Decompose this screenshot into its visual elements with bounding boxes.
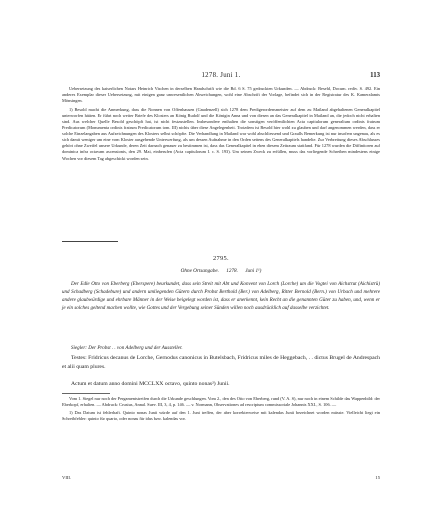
- header-title: 1278. Juni 1.: [201, 72, 241, 79]
- document-number: 2795.: [213, 255, 229, 262]
- footnotes: [62, 396, 380, 422]
- regest-summary: Der Edle Otto von Eberberg (Eberspere) beurkundet, dass sein Streit mit Abt und Konvent von Lorch (Lorche) um die Vogtei von Aichstrut (Aichistrü) und Schadberg (Schadebure) und andern umliegenden Gütern durch Probst Berthold (Ber.) von Adelberg, Ritter Bernold (Bern.) von Urbach und mehrere andere glaubwürdige und ehrbare Männer in der Weise beigelegt worden ist, dass er anerkennt, kein Recht an die genannten Güter zu haben, und, wenn er je ein solches geltend machen wollte, wie Gottes und der Vergebung seiner Sünden willen noch ausdrücklich auf dasselbe verzichtet.: [62, 281, 380, 311]
- note-paragraph: 1) Besold macht die Anmerkung, dass die Nonnen von Offenhausen (Gnadenzell) sich 1278 dem Predigerordensmeister auf dem zu Mailand abgehaltenen Generalkapitel unterworfen hätten. Er führt noch weiter Briefe des Klosters an König Rudolf und die Königin Anna und von diesen an das Generalkapitel in Mailand an, die jedoch nicht erhalten sind. Aus welcher Quelle Besold geschöpft hat, ist nicht festzustellen. Insbesondere enthalten die sonstigen veröffentlichten Acta capitulorum generalium ordinis fratrum Predicatorum (Monumenta ordinis fratrum Predicatorum tom. III) nichts über diese Angelegenheit. Trotzdem ist Besold hier wohl zu glauben und darf angenommen werden, dass er solche Einzelangaben aus Aufzeichnungen des Klosters selbst schöpfte. Die Verhandlung in Mailand war wohl abschliessend und Graulls Bemerkung ist nur insofern ungenau, als es sich damit weniger um eine vom Kloster ausgehende Unterwerfung, als um dessen Aufnahme in den Orden seitens des Generalkapitels handelte. Zur Verbreitung dieses Abschlusses gehört ohne Zweifel unsere Urkunde, deren Zeit darnach genauer zu bestimmen ist, dass das Generalkapitel in eben diesem Zeitraum stattfand. Für 1278 wurden die Diffinitoren auf dominica infra octavam ascensionis, den 29. Mai, einberufen (Acta capitulorum I. c. S. 193). Um seinen Zweck zu erfüllen, muss das vorliegende Schreiben mindestens einige Wochen vor diesem Tag abgeschickt worden sein.: [62, 107, 380, 161]
- document-year: 1278.: [226, 268, 238, 274]
- document-place: Ohne Ortsangabe.: [180, 268, 219, 274]
- previous-document-notes: [62, 86, 380, 162]
- document-date: Juni 1¹): [245, 268, 262, 274]
- footnote: 1) Das Datum ist fehlerhaft. Quinto nonas Junii würde auf den 1. Juni treffen, der aber korrekterweise mit kalendas Junii bezeichnet worden müsste. Vielleicht liegt ein Schreibfehler: quinto für quarto, oder nonas für idus bzw. kalendas vor.: [62, 410, 380, 422]
- footnote: Vom 1. Siegel nur noch der Pergamentstreifen durch die Urkunde geschlungen. Vom 2., den des Otto von Eberberg, rund (V. A. S), nur noch in einem Schilde das Wappenbild: der Eberkopf, erhalten. — Abdruck: Crusius, Annal. Suev. III, 3, 4, p. 146. — v. Normann, Observationes ad rescriptum commissoriale Johannis XXI., S. 106. —: [62, 396, 380, 408]
- running-header: [62, 72, 380, 82]
- note-paragraph: Uebersetzung des kaiserlichen Notars Heinrich Vischen in derselben Handschrift wie die Bd. 6 S. 75 gedruckten Urkunden. — Abdruck: Beseld, Docum. rediv. S. 492. Ein anderes Exemplar dieser Uebersetzung, mit einigen ganz unwesentlichen Abweichungen, wohl eine Abschrift der Vorlage, befindet sich in der Registratur des K. Kameralamts Mönsingen.: [62, 86, 380, 104]
- dating-clause: Actum et datum anno domini MCCLXX octavo, quinto nonas²) Junii.: [71, 381, 230, 387]
- section-divider: [62, 241, 118, 242]
- page-footer: [62, 475, 380, 483]
- page-number: 113: [370, 72, 380, 79]
- volume-number: VIII.: [62, 475, 72, 480]
- sheet-number: 15: [375, 475, 380, 480]
- witnesses-text: Testes: Fridricus decanus de Lorche, Gernodus canonicus in Butelsbach, Fridricus miles de Heggebach, . . dictus Brugel de Andrespach et alii quam plures.: [62, 355, 380, 370]
- footnote-divider: [62, 393, 110, 394]
- sealers-line: Siegler: Der Probst . . von Adelberg und der Aussteller.: [71, 345, 183, 351]
- document-dateline: [62, 268, 380, 274]
